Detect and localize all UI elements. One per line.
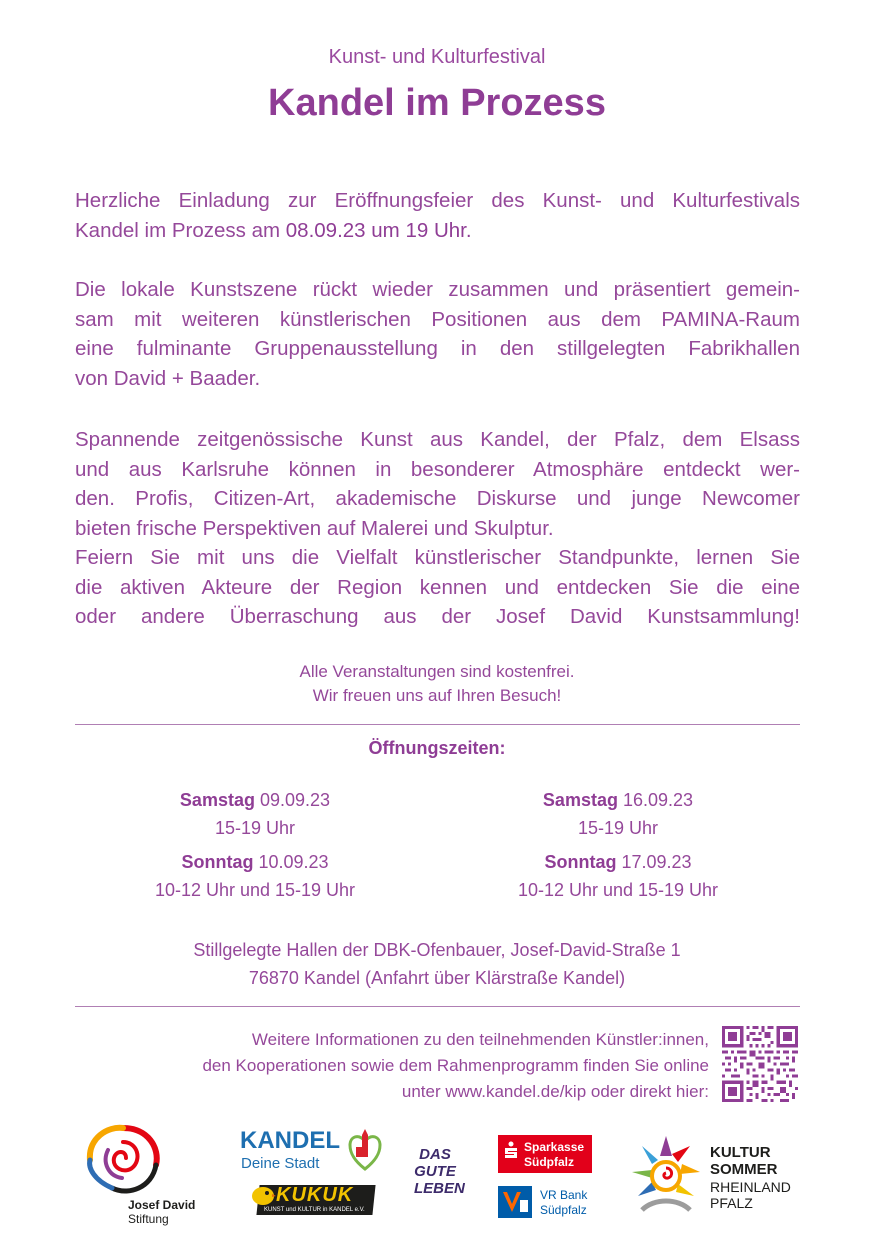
kultursommer-logo xyxy=(628,1132,804,1222)
paragraph-line: eine fulminante Gruppenausstellung in den stillgelegten Fabrikhallen xyxy=(75,337,800,360)
sparkasse-region: Südpfalz xyxy=(524,1155,574,1169)
day-name: Samstag xyxy=(179,790,255,810)
day-date: 10.09.23 xyxy=(258,852,329,872)
day-name: Samstag xyxy=(542,790,618,810)
gute-leben-line-2: GUTE xyxy=(414,1163,456,1180)
paragraph-line: Feiern Sie mit uns die Vielfalt künstlerischer Standpunkte, lernen Sie xyxy=(75,546,800,569)
sparkasse-s-icon xyxy=(504,1141,518,1159)
day-time: 15-19 Uhr xyxy=(214,818,296,838)
kandel-heart-icon xyxy=(348,1127,382,1171)
intro-paragraph xyxy=(75,186,800,245)
qr-code-icon[interactable] xyxy=(722,1026,798,1102)
kultursommer-line-1: KULTUR xyxy=(710,1144,771,1161)
kultursommer-line-3: RHEINLAND xyxy=(710,1179,791,1195)
sparkasse-logo xyxy=(498,1135,592,1173)
kukuk-wordmark: KUKUK xyxy=(276,1184,354,1206)
location-address xyxy=(0,936,874,992)
josef-david-swirl-icon xyxy=(78,1120,168,1200)
day-time: 10-12 Uhr und 15-19 Uhr xyxy=(154,880,356,900)
paragraph-line: sam mit weiteren künstlerischen Positionen aus dem PAMINA-Raum xyxy=(75,307,800,331)
day-time: 10-12 Uhr und 15-19 Uhr xyxy=(517,880,719,900)
hours-left-1 xyxy=(140,786,370,842)
day-date: 09.09.23 xyxy=(259,790,331,810)
vr-bank-logo xyxy=(498,1186,598,1220)
paragraph-line: den. Profis, Citizen-Art, akademische Diskurse und junge Newcomer xyxy=(75,487,800,510)
more-info-line-1: Weitere Informationen zu den teilnehmenden Künstler:innen, xyxy=(251,1030,709,1049)
intro-line-2-text: Kandel im Prozess am xyxy=(75,218,286,242)
kultursommer-sun-icon xyxy=(628,1132,704,1218)
hours-right-1 xyxy=(503,786,733,842)
paragraph-line: von David + Baader. xyxy=(75,366,261,390)
day-date: 16.09.23 xyxy=(622,790,694,810)
location-line-1: Stillgelegte Hallen der DBK-Ofenbauer, Josef-David-Straße 1 xyxy=(193,940,681,960)
day-name: Sonntag xyxy=(181,852,254,872)
divider-bottom xyxy=(75,1006,800,1007)
divider-top xyxy=(75,724,800,725)
more-info-line-3: unter www.kandel.de/kip oder direkt hier: xyxy=(401,1082,709,1101)
intro-line-2 xyxy=(75,216,800,246)
paragraph-line: und aus Karlsruhe können in besonderer Atmosphäre entdeckt wer- xyxy=(75,457,800,481)
opening-date-highlight: 08.09.23 um 19 Uhr. xyxy=(285,218,472,242)
paragraph-line: die aktiven Akteure der Region kennen und entdecken Sie die eine xyxy=(75,575,800,599)
hours-left-2 xyxy=(125,848,385,904)
notice-line-1: Alle Veranstaltungen sind kostenfrei. xyxy=(299,662,575,681)
opening-hours-title: Öffnungszeiten: xyxy=(368,738,506,758)
paragraph-line: bieten frische Perspektiven auf Malerei und Skulptur. xyxy=(75,516,554,540)
das-gute-leben-logo xyxy=(414,1146,465,1206)
day-name: Sonntag xyxy=(544,852,617,872)
paragraph-line: Die lokale Kunstszene rückt wieder zusammen und präsentiert gemein- xyxy=(75,278,800,301)
more-info-text xyxy=(75,1027,709,1105)
free-admission-notice xyxy=(0,660,874,708)
josef-david-name: Josef David xyxy=(128,1198,196,1212)
intro-line-1: Herzliche Einladung zur Eröffnungsfeier des Kunst- und Kulturfestivals xyxy=(75,189,800,212)
hours-right-2 xyxy=(488,848,748,904)
notice-line-2: Wir freuen uns auf Ihren Besuch! xyxy=(312,686,562,705)
gute-leben-line-1: DAS xyxy=(419,1146,451,1163)
paragraph-kunstszene xyxy=(75,275,800,393)
paragraph-line: oder andere Überraschung aus der Josef David Kunstsammlung! xyxy=(75,605,800,628)
vr-bank-icon xyxy=(498,1186,532,1218)
vr-bank-region: Südpfalz xyxy=(540,1203,587,1217)
paragraph-zeitgenoessisch xyxy=(75,425,800,632)
kandel-wordmark: KANDEL xyxy=(240,1127,340,1154)
vr-bank-name: VR Bank xyxy=(540,1188,588,1202)
gute-leben-line-3: LEBEN xyxy=(414,1180,465,1197)
page-title: Kandel im Prozess xyxy=(268,82,606,124)
more-info-line-2: den Kooperationen sowie dem Rahmenprogramm finden Sie online xyxy=(202,1056,709,1075)
kukuk-logo xyxy=(250,1183,376,1219)
josef-david-stiftung: Stiftung xyxy=(128,1212,169,1226)
festival-subtitle: Kunst- und Kulturfestival xyxy=(328,46,546,68)
kultursommer-line-4: PFALZ xyxy=(710,1195,753,1211)
kandel-deine-stadt-logo xyxy=(240,1127,390,1177)
location-line-2: 76870 Kandel (Anfahrt über Klärstraße Kandel) xyxy=(248,968,626,988)
kandel-tagline: Deine Stadt xyxy=(241,1155,320,1172)
josef-david-stiftung-logo xyxy=(78,1120,213,1226)
kultursommer-line-2: SOMMER xyxy=(710,1161,778,1178)
kukuk-tagline: KUNST und KULTUR in KANDEL e.V. xyxy=(264,1207,365,1213)
day-time: 15-19 Uhr xyxy=(577,818,659,838)
sparkasse-name: Sparkasse xyxy=(524,1140,585,1154)
day-date: 17.09.23 xyxy=(621,852,692,872)
paragraph-line: Spannende zeitgenössische Kunst aus Kandel, der Pfalz, dem Elsass xyxy=(75,428,800,451)
bird-icon xyxy=(250,1183,276,1207)
